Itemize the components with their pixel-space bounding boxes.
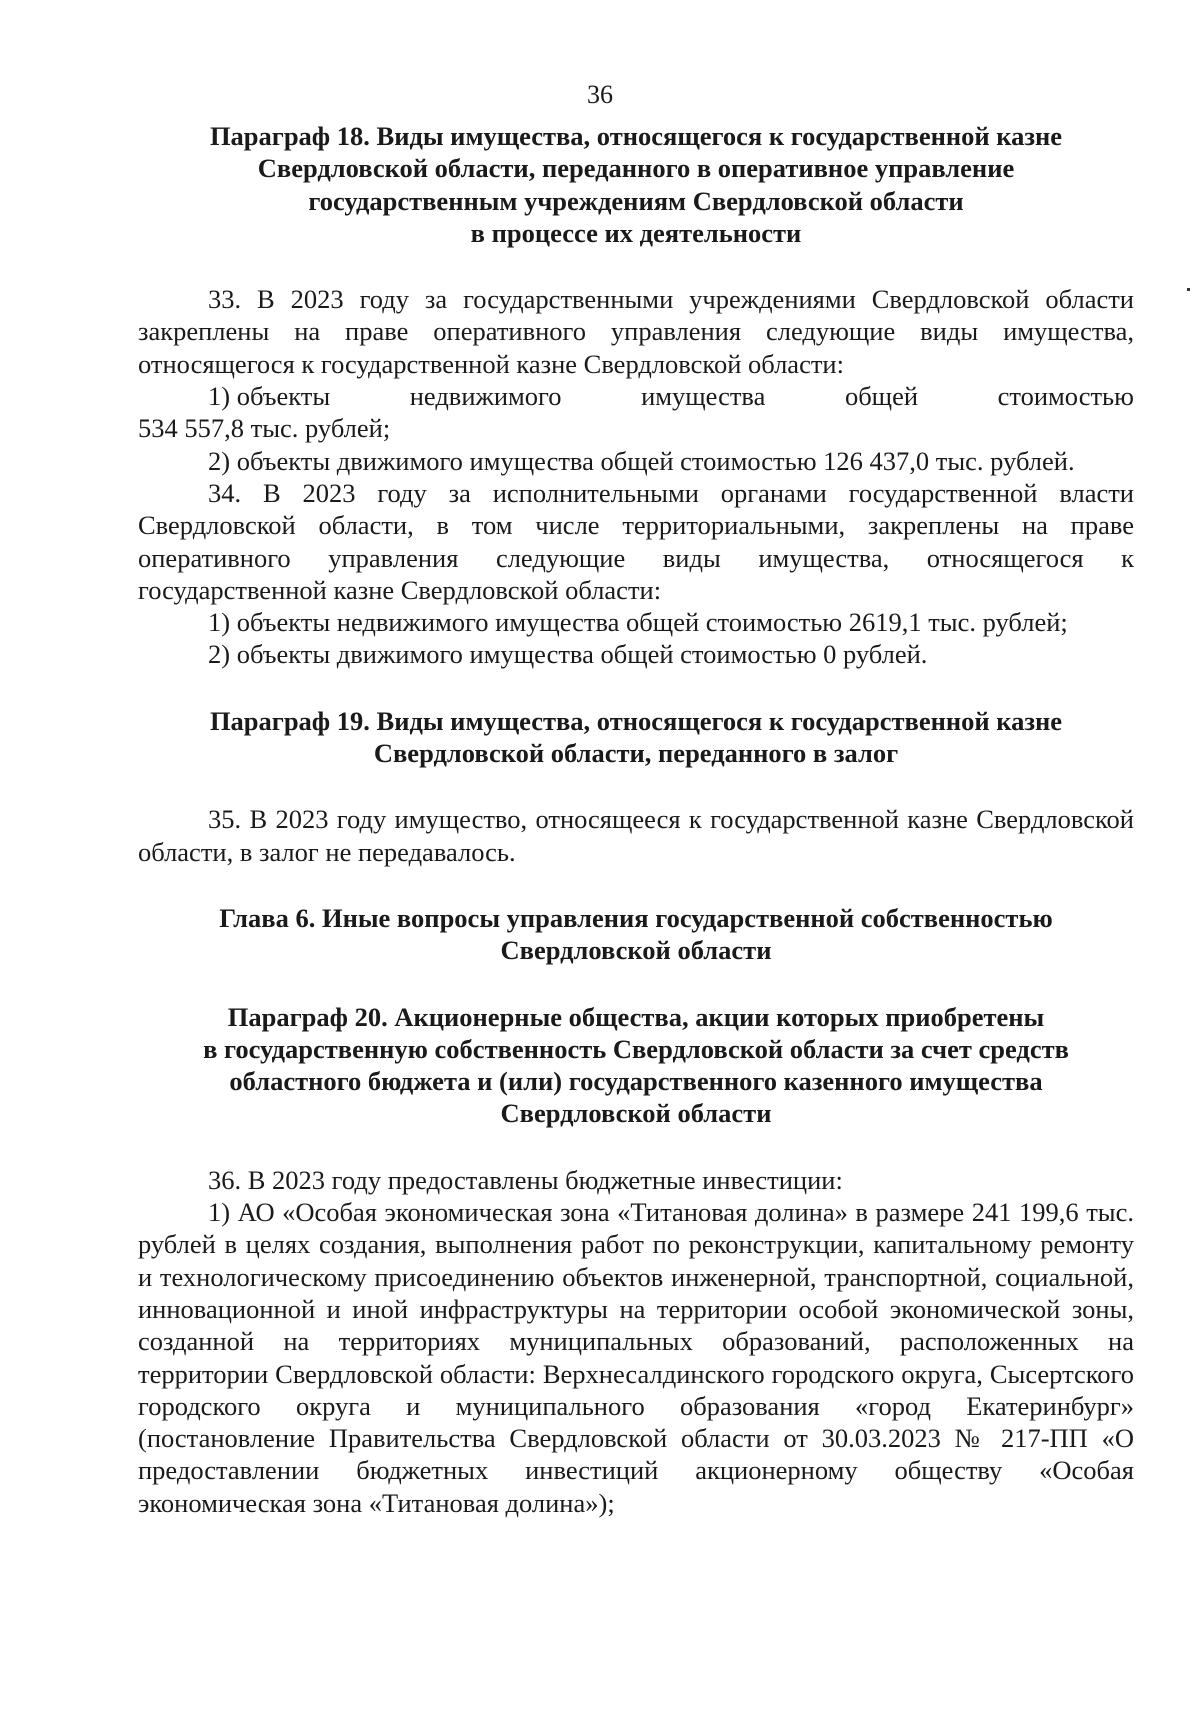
title-line: государственным учреждениям Свердловской области (308, 185, 964, 216)
item-36: 36. В 2023 году предоставлены бюджетные инвестиции: (208, 1164, 843, 1195)
item-34-2: 2) объекты движимого имущества общей стоимостью 0 рублей. (208, 639, 928, 670)
word: имущества (641, 381, 766, 412)
item-33-1-continuation: 534 557,8 тыс. рублей; (138, 413, 391, 444)
word: 1) объекты (208, 381, 331, 412)
word: недвижимого (409, 381, 562, 412)
page-number: 36 (587, 80, 613, 109)
item-35: 35. В 2023 году имущество, относящееся к государственной казне Свердловской области, в залог не передавалось. (138, 804, 1134, 867)
scan-mark (1187, 288, 1190, 291)
title-line: областного бюджета и (или) государственного казенного имущества (229, 1066, 1043, 1097)
chapter-6-title (138, 902, 1134, 967)
item-36-1: 1) АО «Особая экономическая зона «Титановая долина» в размере 241 199,6 тыс. рублей в целях создания, выполнения работ по реконструкции, капитальному ремонту и технологическому присоединению объектов инженерной, транспортной, социальной, инновационной и иной инфраструктуры на территории особой экономической зоны, созданной на территориях муниципальных образований, расположенных на территории Свердловской области: Верхнесалдинского городского округа, Сысертского городского округа и муниципального образования «город Екатеринбург» (постановление Правительства Свердловской области от 30.03.2023 № 217-ПП «О предоставлении бюджетных инвестиций акционерному обществу «Особая экономическая зона «Титановая долина»); (138, 1197, 1134, 1518)
title-line: в государственную собственность Свердловской области за счет средств (203, 1033, 1069, 1064)
paragraph-19-title (138, 705, 1134, 770)
paragraph-20-title (138, 1001, 1134, 1130)
title-line: Параграф 20. Акционерные общества, акции которых приобретены (227, 1001, 1045, 1032)
title-line: в процессе их деятельности (470, 217, 802, 248)
item-33-1-line (138, 380, 1134, 412)
title-line: Глава 6. Иные вопросы управления государственной собственностью (219, 902, 1053, 933)
title-line: Свердловской области (500, 1098, 772, 1129)
title-line: Свердловской области, переданного в залог (373, 738, 899, 769)
title-line: Параграф 18. Виды имущества, относящегося к государственной казне (209, 121, 1063, 151)
item-34-text: 34. В 2023 году за исполнительными органами государственной власти Свердловской области, в том числе территориальными, закреплены на праве оперативного управления следующие виды имущества, относящегося к государственной казне Свердловской области: (138, 477, 1134, 605)
title-line: Свердловской области (500, 935, 772, 966)
title-line: Свердловской области, переданного в оперативное управление (257, 153, 1015, 184)
word: стоимостью (997, 381, 1134, 412)
title-line: Параграф 19. Виды имущества, относящегося к государственной казне (209, 705, 1063, 736)
item-34-1: 1) объекты недвижимого имущества общей стоимостью 2619,1 тыс. рублей; (208, 607, 1068, 638)
item-33-2: 2) объекты движимого имущества общей стоимостью 126 437,0 тыс. рублей. (208, 445, 1075, 476)
item-33-text: 33. В 2023 году за государственными учреждениями Свердловской области закреплены на праве оперативного управления следующие виды имущества, относящегося к государственной казне Свердловской области: (138, 284, 1134, 379)
page-content (138, 120, 1134, 1519)
paragraph-18-title (138, 120, 1134, 249)
word: общей (844, 381, 919, 412)
